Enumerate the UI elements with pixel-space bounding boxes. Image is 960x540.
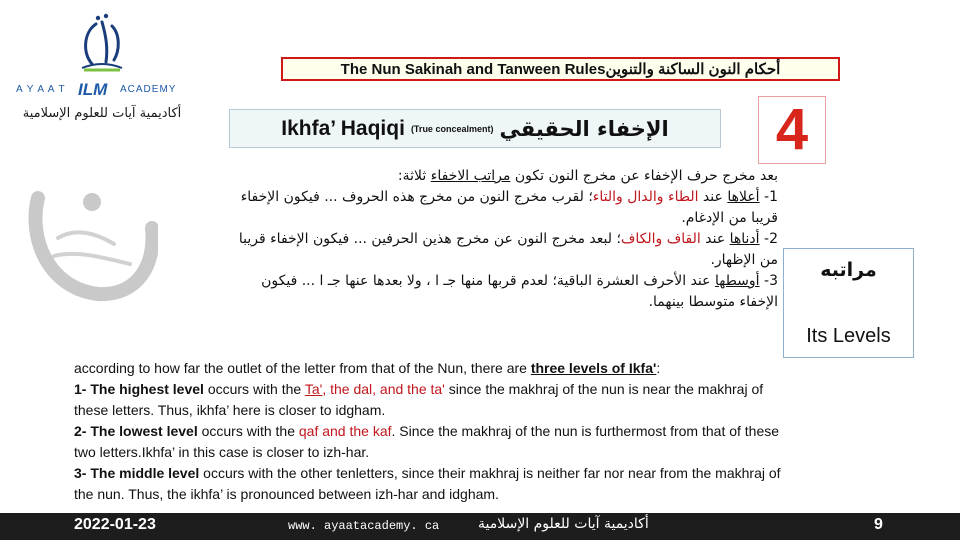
levels-label-box: [783, 248, 914, 358]
english-l1-d: , the dal, and the ta': [322, 381, 445, 397]
english-l1-c: Ta': [304, 381, 323, 397]
arabic-intro: [150, 166, 778, 187]
footer-date: 2022-01-23: [74, 516, 156, 533]
subtitle-english: Ikhfa’ Haqiqi: [281, 116, 405, 140]
arabic-item-3-cont: الإخفاء متوسطا بينهما.: [648, 294, 778, 310]
nun-calligraphy-icon: [18, 168, 158, 308]
arabic-intro-b: مراتب الاخفاء: [430, 168, 511, 184]
arabic-item-1: [150, 187, 778, 208]
arabic-item1-d: ؛ لقرب مخرج النون من مخرج هذه الحروف ... فيكون الإخفاء: [240, 189, 593, 205]
arabic-item2-b: عند: [700, 231, 730, 247]
arabic-item1-b: عند: [698, 189, 728, 205]
arabic-item1-a: أعلاها: [727, 189, 760, 205]
english-explanation: [74, 358, 786, 505]
title-arabic: أحكام النون الساكنة والتنوين: [605, 61, 781, 78]
slide-section-number: 4: [758, 96, 826, 164]
levels-label-english: Its Levels: [806, 325, 891, 347]
logo-brand-mid: ILM: [78, 80, 108, 99]
arabic-item1-num: 1-: [764, 189, 778, 205]
subtitle-arabic: الإخفاء الحقيقي: [499, 116, 669, 141]
levels-label-arabic: مراتبه: [820, 259, 877, 281]
english-l3-a: The middle level: [90, 465, 200, 481]
slide-subtitle: [229, 109, 721, 148]
arabic-item-2: [150, 229, 778, 250]
footer-page-number: 9: [874, 516, 883, 533]
logo-brand-left: A Y A A T: [16, 84, 66, 95]
footer-bar: [0, 513, 960, 540]
arabic-item2-c: القاف والكاف: [620, 231, 701, 247]
logo-brand: [16, 80, 188, 102]
arabic-item3-b: عند الأحرف العشرة الباقية؛ لعدم قربها منها جـ ا ، ولا بعدها عنها جـ ا ... فيكون: [261, 273, 715, 289]
arabic-item-1-cont: قريبا من الإدغام.: [681, 210, 778, 226]
english-l2-d: . Since the makhraj of the nun is furthermost from that of these two letters.Ikhfa’ in this case is closer to izh-har.: [74, 423, 780, 460]
english-l2-a: The lowest level: [90, 423, 198, 439]
arabic-intro-c: ثلاثة:: [397, 168, 431, 184]
logo-brand-right: ACADEMY: [120, 84, 177, 95]
english-l2-num: 2-: [74, 423, 91, 439]
english-level-1: [74, 379, 786, 421]
english-intro-c: :: [656, 360, 661, 376]
subtitle-translation: (True concealment): [410, 123, 494, 134]
english-l2-c: qaf and the kaf: [298, 423, 392, 439]
arabic-item-3: [150, 271, 778, 292]
english-l1-b: occurs with the: [203, 381, 305, 397]
arabic-item3-a: أوسطها: [714, 273, 760, 289]
english-l2-b: occurs with the: [197, 423, 299, 439]
arabic-item2-d: ؛ لبعد مخرج النون عن مخرج هذين الحرفين ... فيكون الإخفاء قريبا: [238, 231, 621, 247]
english-l3-b: occurs with the other tenletters, since their makhraj is neither far nor near from the makhraj of the nun. Thus, the ikhfa’ is pronounced between izh-har and idgham.: [74, 465, 781, 502]
footer-website-link[interactable]: www. ayaatacademy. ca: [288, 519, 440, 533]
english-level-2: [74, 421, 786, 463]
english-intro: [74, 358, 786, 379]
english-l1-num: 1-: [74, 381, 91, 397]
logo-arabic-name: أكاديمية آيات للعلوم الإسلامية: [22, 106, 182, 121]
english-level-3: [74, 463, 786, 505]
english-intro-a: according to how far the outlet of the letter from that of the Nun, there are: [74, 360, 531, 376]
academy-logo: [12, 8, 192, 128]
arabic-item2-num: 2-: [764, 231, 778, 247]
arabic-item1-c: الطاء والدال والتاء: [592, 189, 699, 205]
arabic-item2-a: أدناها: [729, 231, 760, 247]
english-intro-b: three levels of Ikfa': [530, 360, 657, 376]
title-english: The Nun Sakinah and Tanween Rules: [340, 60, 606, 78]
logo-calligraphy-icon: [62, 12, 142, 72]
english-l1-e: since the makhraj of the nun is near the makhraj of these letters. Thus, ikhfa’ here is closer to idgham.: [74, 381, 764, 418]
slide-title: [281, 57, 840, 81]
arabic-explanation: [150, 166, 778, 313]
arabic-item-2-cont: من الإظهار.: [710, 252, 778, 268]
arabic-intro-a: بعد مخرج حرف الإخفاء عن مخرج النون تكون: [510, 168, 778, 184]
english-l1-a: The highest level: [90, 381, 204, 397]
arabic-item3-num: 3-: [764, 273, 778, 289]
english-l3-num: 3-: [74, 465, 91, 481]
footer-org-arabic: أكاديمية آيات للعلوم الإسلامية: [478, 516, 649, 532]
